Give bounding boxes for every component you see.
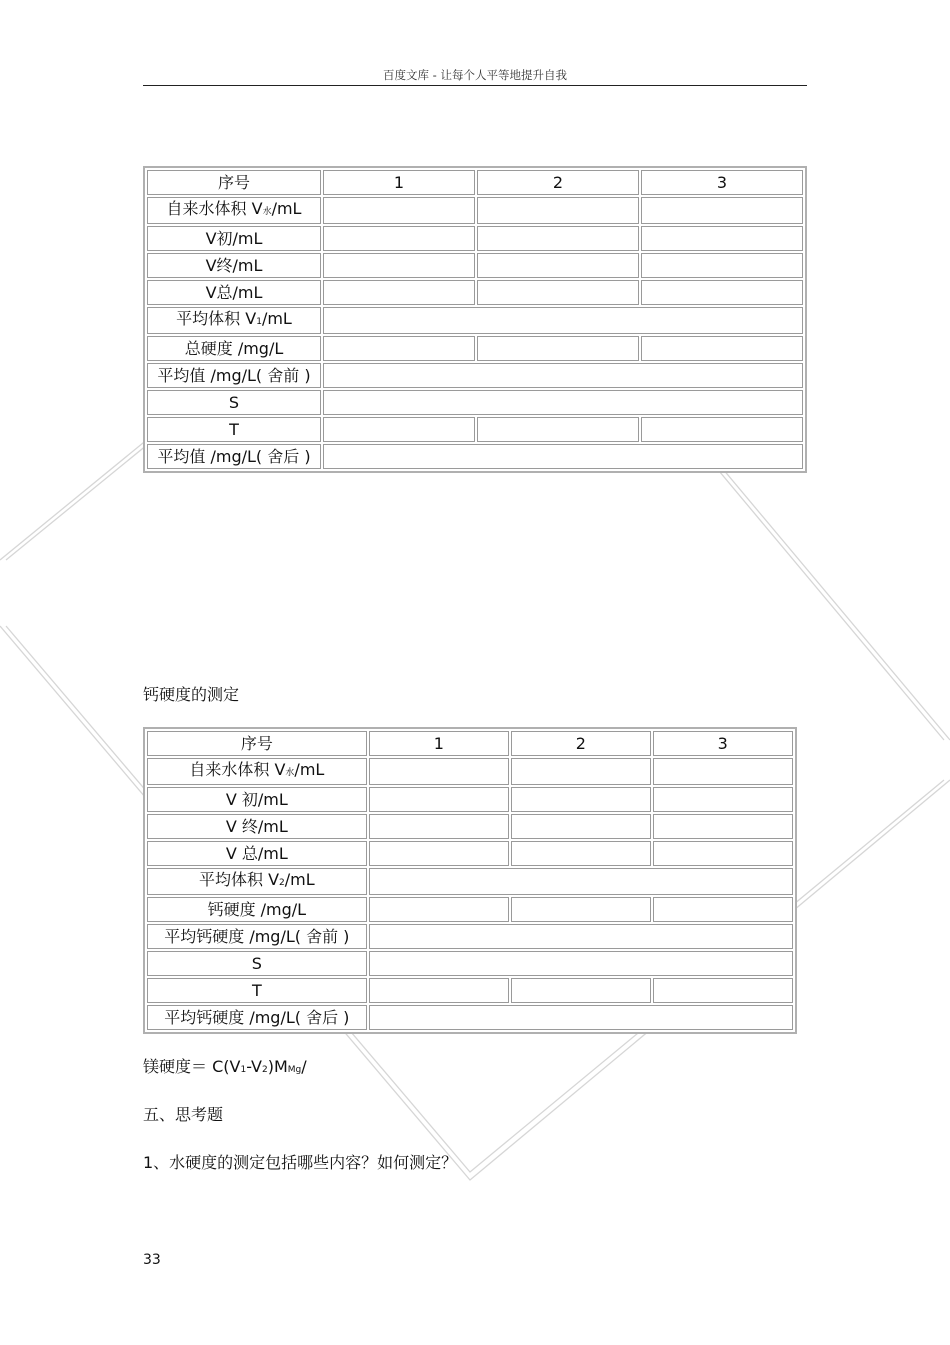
table-row [147, 226, 803, 251]
formula-prefix: 镁硬度＝ C(V [143, 1057, 241, 1076]
row-label-unit: /mL [284, 870, 315, 889]
table-row [147, 253, 803, 278]
row-label [147, 253, 321, 278]
row-label [147, 1005, 367, 1030]
question-1: 1、水硬度的测定包括哪些内容？如何测定？ [143, 1153, 458, 1172]
value-cell[interactable] [323, 197, 475, 224]
value-cell[interactable] [653, 978, 793, 1003]
table-row [147, 924, 793, 949]
value-cell[interactable] [477, 417, 639, 442]
header-cell-index: 序号 [147, 731, 367, 756]
row-label [147, 417, 321, 442]
row-label-subscript: 1 [256, 317, 262, 327]
row-label [147, 814, 367, 839]
calcium-section-title: 钙硬度的测定 [143, 685, 240, 704]
row-label [147, 307, 321, 334]
value-cell[interactable] [641, 336, 803, 361]
row-label-text: S [228, 392, 240, 412]
value-cell[interactable] [323, 417, 475, 442]
row-label-text: 总硬度 /mg/L [184, 338, 284, 358]
row-label-unit: /mL [271, 199, 302, 218]
row-label [147, 978, 367, 1003]
value-cell-merged[interactable] [369, 868, 793, 895]
table-row [147, 336, 803, 361]
formula-mid2: )M [267, 1057, 288, 1076]
row-label-text: 平均值 /mg/L( 舍后 ) [157, 446, 311, 466]
value-cell[interactable] [511, 841, 650, 866]
header-cell-index: 序号 [147, 170, 321, 195]
row-label-text: V 总/mL [225, 843, 288, 863]
header-cell-trial: 2 [477, 170, 639, 195]
row-label [147, 787, 367, 812]
row-label-unit: /mL [261, 309, 292, 328]
value-cell-merged[interactable] [323, 390, 803, 415]
formula-sub1: 1 [240, 1065, 247, 1075]
row-label-text: 平均钙硬度 /mg/L( 舍后 ) [164, 1007, 350, 1027]
formula-suffix: / [301, 1057, 307, 1076]
table-row [147, 868, 793, 895]
value-cell[interactable] [641, 253, 803, 278]
value-cell[interactable] [511, 814, 650, 839]
row-label-text: 平均体积 V [199, 870, 280, 889]
value-cell[interactable] [369, 758, 509, 785]
value-cell[interactable] [653, 787, 793, 812]
table-row [147, 951, 793, 976]
value-cell[interactable] [477, 226, 639, 251]
row-label-text: 平均值 /mg/L( 舍前 ) [157, 365, 311, 385]
value-cell[interactable] [511, 978, 650, 1003]
row-label-text: V 终/mL [225, 816, 288, 836]
magnesium-hardness-formula [143, 1054, 307, 1077]
formula-sub3: Mg [287, 1065, 302, 1075]
row-label [147, 197, 321, 224]
value-cell-merged[interactable] [369, 924, 793, 949]
row-label-subscript: 2 [279, 878, 285, 888]
header-cell-trial: 3 [641, 170, 803, 195]
table-row [147, 758, 793, 785]
value-cell[interactable] [511, 897, 650, 922]
value-cell-merged[interactable] [323, 307, 803, 334]
table-row [147, 1005, 793, 1030]
value-cell[interactable] [477, 336, 639, 361]
row-label [147, 924, 367, 949]
header-cell-trial: 3 [653, 731, 793, 756]
row-label-text: 平均钙硬度 /mg/L( 舍前 ) [164, 926, 350, 946]
row-label [147, 390, 321, 415]
page-header: 百度文库 - 让每个人平等地提升自我 [143, 66, 807, 86]
table-row [147, 363, 803, 388]
row-label-text: T [251, 980, 262, 1000]
value-cell[interactable] [641, 197, 803, 224]
value-cell[interactable] [477, 253, 639, 278]
row-label-text: 自来水体积 V [189, 760, 286, 779]
row-label [147, 758, 367, 785]
value-cell[interactable] [641, 417, 803, 442]
value-cell[interactable] [369, 841, 509, 866]
value-cell[interactable] [369, 814, 509, 839]
row-label-text: V 初/mL [225, 789, 288, 809]
row-label [147, 897, 367, 922]
calcium-hardness-table [143, 727, 797, 1034]
row-label [147, 226, 321, 251]
table-row [147, 978, 793, 1003]
table-row [147, 787, 793, 812]
row-label [147, 336, 321, 361]
table-row [147, 841, 793, 866]
formula-mid: -V [246, 1057, 262, 1076]
value-cell[interactable] [323, 253, 475, 278]
thinking-section-title: 五、思考题 [143, 1105, 224, 1124]
value-cell[interactable] [653, 814, 793, 839]
row-label [147, 951, 367, 976]
value-cell[interactable] [369, 978, 509, 1003]
table-row [147, 417, 803, 442]
row-label-text: T [229, 419, 239, 439]
table-row [147, 280, 803, 305]
row-label-subscript: 水 [285, 768, 295, 778]
table-row [147, 444, 803, 469]
row-label-text: V终/mL [205, 255, 263, 275]
row-label-text: 平均体积 V [176, 309, 257, 328]
row-label [147, 363, 321, 388]
row-label-unit: /mL [294, 760, 325, 779]
value-cell-merged[interactable] [323, 363, 803, 388]
value-cell-merged[interactable] [369, 951, 793, 976]
row-label [147, 280, 321, 305]
page-number: 33 [143, 1252, 161, 1268]
table-row [147, 197, 803, 224]
value-cell[interactable] [511, 787, 650, 812]
value-cell-merged[interactable] [323, 444, 803, 469]
row-label [147, 444, 321, 469]
row-label [147, 868, 367, 895]
table-row [147, 307, 803, 334]
row-label-text: V初/mL [205, 228, 263, 248]
total-hardness-table [143, 166, 807, 473]
header-cell-trial: 2 [511, 731, 650, 756]
value-cell[interactable] [477, 197, 639, 224]
header-cell-trial: 1 [323, 170, 475, 195]
row-label-text: 钙硬度 /mg/L [207, 899, 307, 919]
value-cell[interactable] [641, 280, 803, 305]
value-cell-merged[interactable] [369, 1005, 793, 1030]
row-label-text: V总/mL [205, 282, 263, 302]
table-header-row [147, 731, 793, 756]
table-row [147, 897, 793, 922]
value-cell[interactable] [477, 280, 639, 305]
table-row [147, 390, 803, 415]
value-cell[interactable] [369, 897, 509, 922]
row-label [147, 841, 367, 866]
row-label-text: 自来水体积 V [166, 199, 263, 218]
value-cell[interactable] [653, 897, 793, 922]
value-cell[interactable] [323, 226, 475, 251]
value-cell[interactable] [511, 758, 650, 785]
value-cell[interactable] [641, 226, 803, 251]
value-cell[interactable] [653, 758, 793, 785]
header-cell-trial: 1 [369, 731, 509, 756]
value-cell[interactable] [369, 787, 509, 812]
value-cell[interactable] [323, 280, 475, 305]
value-cell[interactable] [323, 336, 475, 361]
row-label-subscript: 水 [262, 207, 272, 217]
row-label-text: S [251, 953, 262, 973]
table-row [147, 814, 793, 839]
formula-sub2: 2 [261, 1065, 268, 1075]
value-cell[interactable] [653, 841, 793, 866]
table-header-row [147, 170, 803, 195]
